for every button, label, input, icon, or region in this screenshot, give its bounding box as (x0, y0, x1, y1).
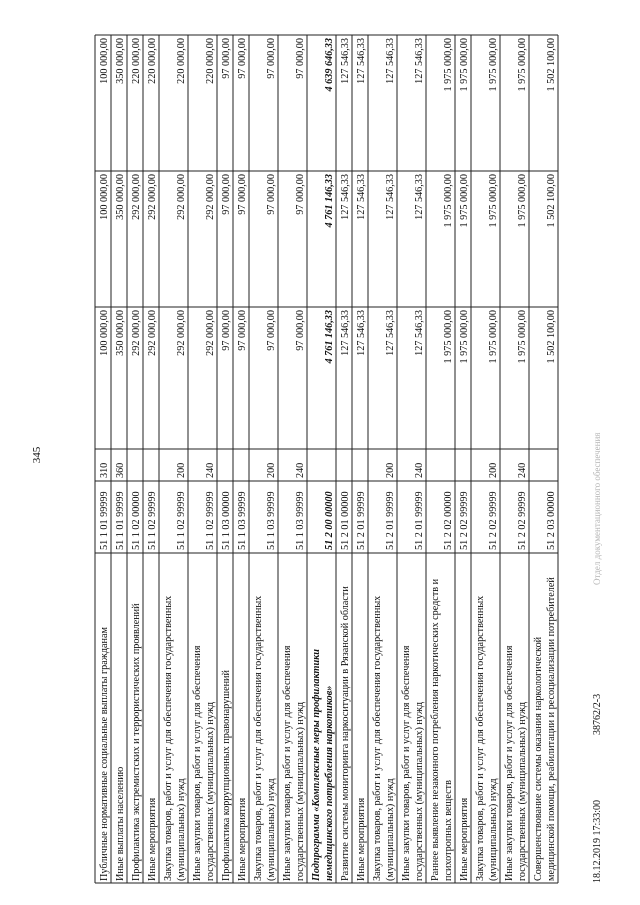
row-value-2021: 1 975 000,00 (488, 174, 499, 228)
row-value-2021: 127 546,33 (356, 174, 367, 220)
row-expense-type: 310 (99, 462, 110, 478)
row-value-2022: 97 000,00 (266, 38, 277, 79)
row-name: государственных (муниципальных) нужд (517, 701, 528, 881)
row-value-2022: 97 000,00 (295, 38, 306, 79)
row-name: Профилактика экстремистских и террористических проявлений (131, 603, 142, 881)
row-name: немедицинского потребления наркотиков» (324, 685, 335, 881)
row-name: Иные закупки товаров, работ и услуг для обеспечения (192, 645, 203, 881)
row-code: 51 1 01 99999 (99, 491, 110, 550)
row-value-2020: 127 546,33 (356, 310, 367, 356)
row-name: (муниципальных) нужд (385, 778, 396, 881)
row-code: 51 2 01 99999 (356, 491, 367, 550)
row-value-2020: 1 502 100,00 (546, 310, 557, 364)
row-code: 51 2 02 99999 (517, 491, 528, 550)
row-value-2021: 292 000,00 (205, 174, 216, 220)
row-value-2022: 220 000,00 (205, 38, 216, 84)
row-code: 51 2 01 00000 (340, 491, 351, 550)
row-name: Закупка товаров, работ и услуг для обеспечения государственных (372, 595, 383, 881)
row-value-2021: 1 975 000,00 (517, 174, 528, 228)
row-value-2022: 1 975 000,00 (517, 38, 528, 92)
row-name: (муниципальных) нужд (266, 778, 277, 881)
row-value-2021: 127 546,33 (385, 174, 396, 220)
row-expense-type: 240 (414, 462, 425, 478)
row-value-2022: 127 546,33 (340, 38, 351, 84)
row-code: 51 2 03 00000 (546, 491, 557, 550)
row-code: 51 2 01 99999 (385, 491, 396, 550)
row-value-2020: 127 546,33 (414, 310, 425, 356)
row-value-2021: 292 000,00 (131, 174, 142, 220)
row-expense-type: 240 (295, 462, 306, 478)
row-name: Иные закупки товаров, работ и услуг для обеспечения (401, 645, 412, 881)
row-value-2020: 1 975 000,00 (488, 310, 499, 364)
row-code: 51 2 02 99999 (459, 491, 470, 550)
row-value-2022: 127 546,33 (356, 38, 367, 84)
row-value-2022: 127 546,33 (414, 38, 425, 84)
row-value-2021: 97 000,00 (295, 174, 306, 215)
row-name: медицинской помощи, реабилитации и ресоциализации потребителей (546, 577, 557, 881)
row-value-2020: 97 000,00 (295, 310, 306, 351)
row-code: 51 1 02 99999 (147, 491, 158, 550)
row-value-2021: 100 000,00 (99, 174, 110, 220)
row-name: Иные выплаты населению (115, 766, 126, 881)
row-value-2021: 97 000,00 (237, 174, 248, 215)
row-value-2021: 127 546,33 (414, 174, 425, 220)
row-name: (муниципальных) нужд (176, 778, 187, 881)
row-value-2020: 100 000,00 (99, 310, 110, 356)
row-name: Публичные нормативные социальные выплаты гражданам (99, 627, 110, 881)
row-value-2020: 292 000,00 (176, 310, 187, 356)
row-code: 51 1 03 99999 (266, 491, 277, 550)
row-name: Иные мероприятия (237, 797, 248, 881)
row-expense-type: 200 (176, 462, 187, 478)
row-value-2021: 1 975 000,00 (443, 174, 454, 228)
row-value-2022: 220 000,00 (147, 38, 158, 84)
row-code: 51 1 02 99999 (176, 491, 187, 550)
row-value-2022: 100 000,00 (99, 38, 110, 84)
row-value-2020: 292 000,00 (131, 310, 142, 356)
row-value-2020: 127 546,33 (340, 310, 351, 356)
row-name: Раннее выявление незаконного потребления наркотических средств и (430, 578, 441, 881)
row-name: государственных (муниципальных) нужд (205, 701, 216, 881)
row-value-2021: 292 000,00 (176, 174, 187, 220)
row-value-2020: 292 000,00 (205, 310, 216, 356)
row-value-2020: 1 975 000,00 (443, 310, 454, 364)
row-name: государственных (муниципальных) нужд (295, 701, 306, 881)
row-value-2022: 350 000,00 (115, 38, 126, 84)
row-value-2021: 1 502 100,00 (546, 174, 557, 228)
row-value-2020: 127 546,33 (385, 310, 396, 356)
row-name: Профилактика коррупционных правонарушений (221, 670, 232, 881)
row-name: Иные мероприятия (356, 797, 367, 881)
row-value-2022: 1 975 000,00 (443, 38, 454, 92)
footer-datetime: 18.12.2019 17:33:00 (592, 799, 603, 883)
row-name: Иные закупки товаров, работ и услуг для обеспечения (504, 645, 515, 881)
row-expense-type: 240 (517, 462, 528, 478)
stamp (592, 433, 602, 585)
row-expense-type: 200 (266, 462, 277, 478)
row-name: Развитие системы мониторинга наркоситуации в Рязанской области (340, 586, 351, 881)
footer-doc-code: 38762/2-3 (592, 693, 603, 735)
row-name: Иные мероприятия (147, 797, 158, 881)
row-code: 51 1 01 99999 (115, 491, 126, 550)
row-value-2021: 292 000,00 (147, 174, 158, 220)
row-value-2022: 220 000,00 (131, 38, 142, 84)
row-name: Закупка товаров, работ и услуг для обеспечения государственных (163, 595, 174, 881)
row-value-2022: 1 975 000,00 (459, 38, 470, 92)
row-value-2022: 1 975 000,00 (488, 38, 499, 92)
row-name: Иные мероприятия (459, 797, 470, 881)
row-code: 51 2 02 00000 (443, 491, 454, 550)
row-value-2022: 127 546,33 (385, 38, 396, 84)
row-value-2021: 350 000,00 (115, 174, 126, 220)
row-value-2020: 292 000,00 (147, 310, 158, 356)
row-expense-type: 200 (488, 462, 499, 478)
row-name: Закупка товаров, работ и услуг для обеспечения государственных (475, 595, 486, 881)
row-value-2020: 1 975 000,00 (517, 310, 528, 364)
row-name: Закупка товаров, работ и услуг для обеспечения государственных (253, 595, 264, 881)
row-code: 51 2 01 99999 (414, 491, 425, 550)
row-name: (муниципальных) нужд (488, 778, 499, 881)
row-value-2022: 1 502 100,00 (546, 38, 557, 92)
row-name: Иные закупки товаров, работ и услуг для обеспечения (282, 645, 293, 881)
row-value-2021: 127 546,33 (340, 174, 351, 220)
row-value-2021: 97 000,00 (266, 174, 277, 215)
row-code: 51 2 00 00000 (324, 491, 335, 550)
row-value-2020: 1 975 000,00 (459, 310, 470, 364)
row-code: 51 1 02 99999 (205, 491, 216, 550)
row-value-2021: 4 761 146,33 (324, 174, 335, 228)
row-name: психотропных веществ (443, 780, 454, 881)
row-code: 51 2 02 99999 (488, 491, 499, 550)
row-name: Совершенствование системы оказания наркологической (533, 636, 544, 881)
row-name: Подпрограмма «Комплексные меры профилактики (311, 649, 322, 881)
row-code: 51 1 03 00000 (221, 491, 232, 550)
row-value-2020: 97 000,00 (266, 310, 277, 351)
row-value-2020: 97 000,00 (237, 310, 248, 351)
budget-table-content (99, 38, 557, 882)
row-name: государственных (муниципальных) нужд (414, 701, 425, 881)
row-code: 51 1 03 99999 (295, 491, 306, 550)
row-value-2020: 4 761 146,33 (324, 310, 335, 364)
page-number: 345 (31, 446, 43, 464)
row-value-2022: 220 000,00 (176, 38, 187, 84)
row-value-2021: 97 000,00 (221, 174, 232, 215)
row-value-2022: 97 000,00 (237, 38, 248, 79)
row-expense-type: 360 (115, 462, 126, 478)
row-value-2020: 97 000,00 (221, 310, 232, 351)
row-value-2022: 97 000,00 (221, 38, 232, 79)
row-value-2021: 1 975 000,00 (459, 174, 470, 228)
stamp-text: Отдел документационного обеспечения (592, 432, 602, 585)
row-expense-type: 200 (385, 462, 396, 478)
row-value-2020: 350 000,00 (115, 310, 126, 356)
row-code: 51 1 02 00000 (131, 491, 142, 550)
row-expense-type: 240 (205, 462, 216, 478)
row-value-2022: 4 639 646,33 (324, 38, 335, 92)
row-code: 51 1 03 99999 (237, 491, 248, 550)
